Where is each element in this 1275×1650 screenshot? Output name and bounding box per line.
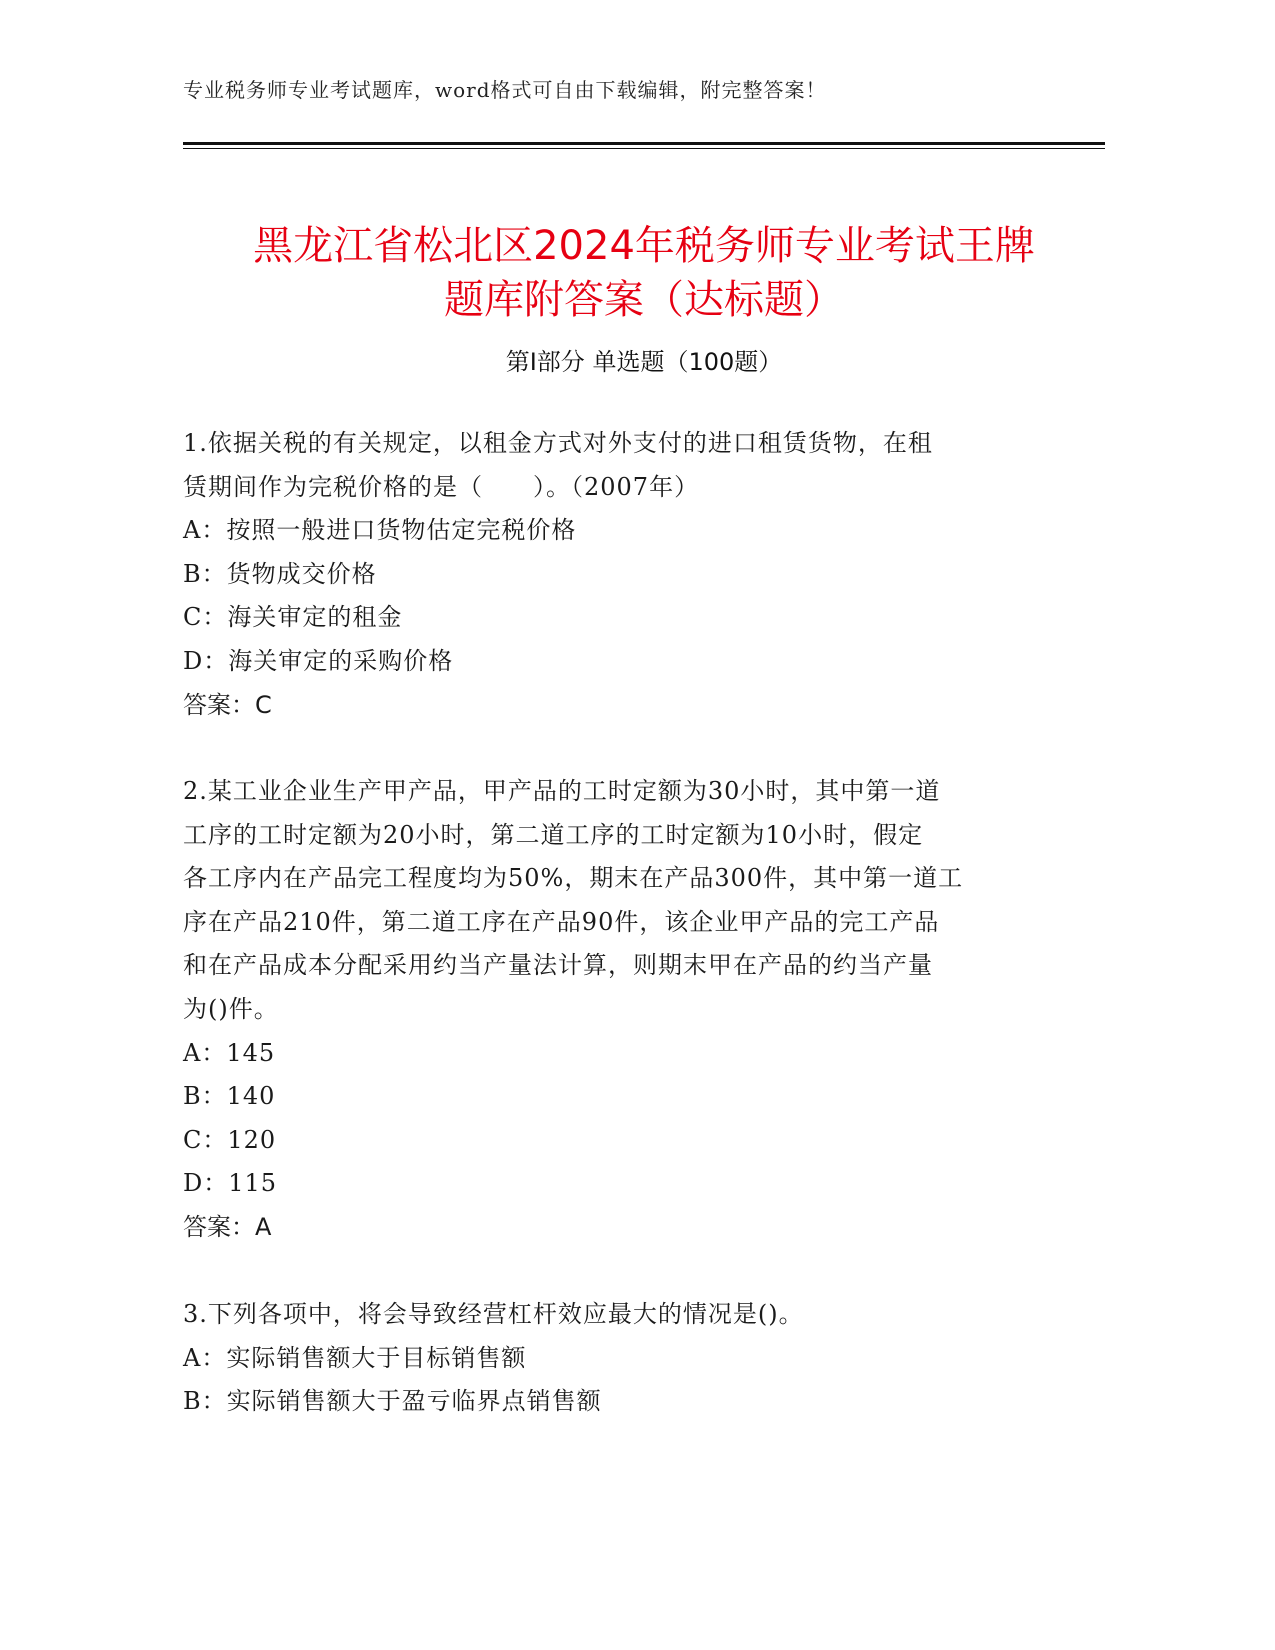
option-a: A：实际销售额大于目标销售额 — [183, 1343, 527, 1372]
option-c: C：120 — [183, 1125, 277, 1154]
title-line-1: 黑龙江省松北区2024年税务师专业考试王牌 — [253, 222, 1035, 269]
header-note: 专业税务师专业考试题库，word格式可自由下载编辑，附完整答案！ — [183, 78, 827, 102]
question-stem-line: 各工序内在产品完工程度均为50%，期末在产品300件，其中第一道工 — [183, 864, 964, 893]
question-stem-line: 赁期间作为完税价格的是（ ）。（2007年） — [183, 472, 700, 501]
option-b: B：货物成交价格 — [183, 559, 377, 588]
option-c: C：海关审定的租金 — [183, 603, 403, 632]
question-stem-line: 3.下列各项中，将会导致经营杠杆效应最大的情况是()。 — [183, 1300, 804, 1328]
title-line-2: 题库附答案（达标题） — [444, 276, 844, 323]
option-a: A：145 — [183, 1038, 276, 1067]
question-stem-line: 工序的工时定额为20小时，第二道工序的工时定额为10小时，假定 — [183, 820, 924, 849]
header-rule-thin — [183, 148, 1105, 149]
question-stem-line: 和在产品成本分配采用约当产量法计算，则期末甲在产品的约当产量 — [183, 951, 933, 980]
option-d: D：海关审定的采购价格 — [183, 646, 454, 675]
answer: 答案：C — [183, 690, 272, 719]
question-stem-line: 为()件。 — [183, 994, 279, 1023]
question-stem-line: 序在产品210件，第二道工序在产品90件，该企业甲产品的完工产品 — [183, 907, 940, 936]
answer: 答案：A — [183, 1212, 272, 1241]
option-a: A：按照一般进口货物估定完税价格 — [183, 516, 577, 545]
option-b: B：140 — [183, 1082, 276, 1111]
question-3 — [183, 1293, 1053, 1424]
option-d: D：115 — [183, 1169, 278, 1198]
header-rule-thick — [183, 142, 1105, 145]
question-stem-line: 1.依据关税的有关规定，以租金方式对外支付的进口租赁货物，在租 — [183, 429, 933, 457]
question-2 — [183, 770, 1053, 1250]
option-b: B：实际销售额大于盈亏临界点销售额 — [183, 1387, 602, 1416]
section-heading: 第Ⅰ部分 单选题（100题） — [505, 348, 783, 376]
document-title — [183, 219, 1105, 327]
question-stem-line: 2.某工业企业生产甲产品，甲产品的工时定额为30小时，其中第一道 — [183, 777, 941, 805]
question-1 — [183, 422, 1053, 727]
